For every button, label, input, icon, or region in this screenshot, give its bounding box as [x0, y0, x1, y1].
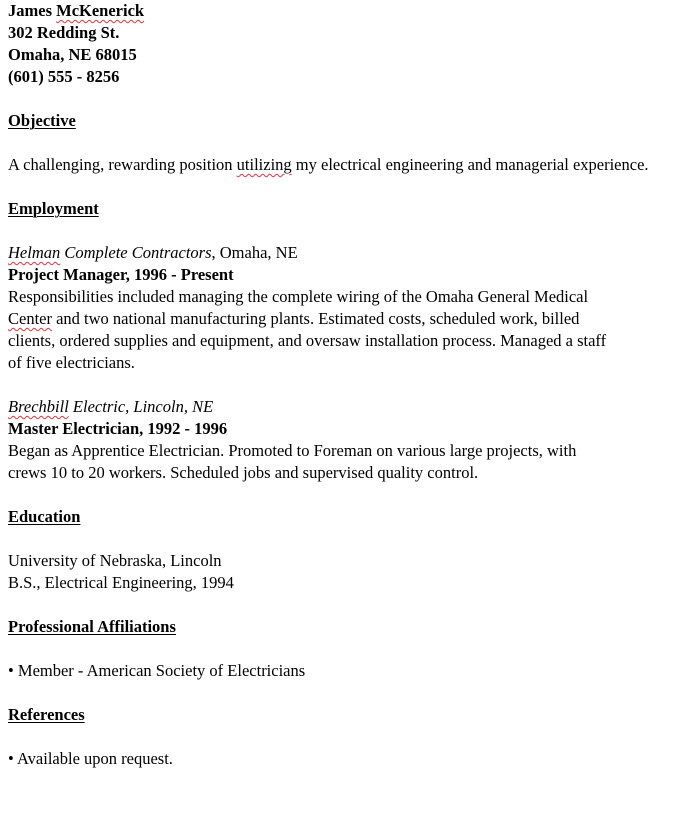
job-title: Project Manager, 1996 - Present: [8, 265, 234, 284]
reference-item: • Available upon request.: [8, 749, 173, 768]
name-first: James: [8, 1, 57, 20]
education-school: University of Nebraska, Lincoln: [8, 551, 222, 570]
objective-text-part: A challenging, rewarding position: [8, 155, 237, 174]
education-degree: B.S., Electrical Engineering, 1994: [8, 573, 234, 592]
description-text: and two national manufacturing plants. Estimated costs, scheduled work, billed: [51, 309, 580, 328]
company-spellcheck-word: Brechbill: [8, 397, 69, 416]
objective-text-part: my electrical engineering and managerial experience.: [291, 155, 649, 174]
resume-document: [8, 0, 684, 770]
job-description-line: Responsibilities included managing the complete wiring of the Omaha General Medical: [8, 287, 589, 306]
description-spellcheck-word: Center: [8, 309, 52, 328]
objective-heading: Objective: [8, 111, 76, 130]
company-name-rest: Complete Contractors: [60, 243, 212, 262]
employment-heading: Employment: [8, 199, 99, 218]
job-description-line: crews 10 to 20 workers. Scheduled jobs and supervised quality control.: [8, 463, 479, 482]
job-description-line: clients, ordered supplies and equipment, and oversaw installation process. Managed a staff: [8, 331, 607, 350]
phone-number: (601) 555 - 8256: [8, 67, 120, 86]
job-title: Master Electrician, 1992 - 1996: [8, 419, 228, 438]
job-company: [8, 242, 684, 264]
affiliations-heading: Professional Affiliations: [8, 617, 176, 636]
name-last-spellcheck: McKenerick: [56, 1, 145, 20]
company-spellcheck-word: Helman: [8, 243, 61, 262]
street-address: 302 Redding St.: [8, 23, 120, 42]
references-heading: References: [8, 705, 85, 724]
job-description-line: [8, 308, 684, 330]
job-company: [8, 396, 684, 418]
candidate-name: [8, 0, 684, 22]
job-description-line: of five electricians.: [8, 353, 135, 372]
affiliation-item: • Member - American Society of Electricians: [8, 661, 306, 680]
city-state-zip: Omaha, NE 68015: [8, 45, 137, 64]
objective-text: [8, 154, 684, 176]
objective-spellcheck-word: utilizing: [236, 155, 292, 174]
education-heading: Education: [8, 507, 81, 526]
company-location: , Omaha, NE: [211, 243, 298, 262]
company-name-rest: Electric, Lincoln, NE: [68, 397, 214, 416]
job-description-line: Began as Apprentice Electrician. Promoted to Foreman on various large projects, with: [8, 441, 577, 460]
